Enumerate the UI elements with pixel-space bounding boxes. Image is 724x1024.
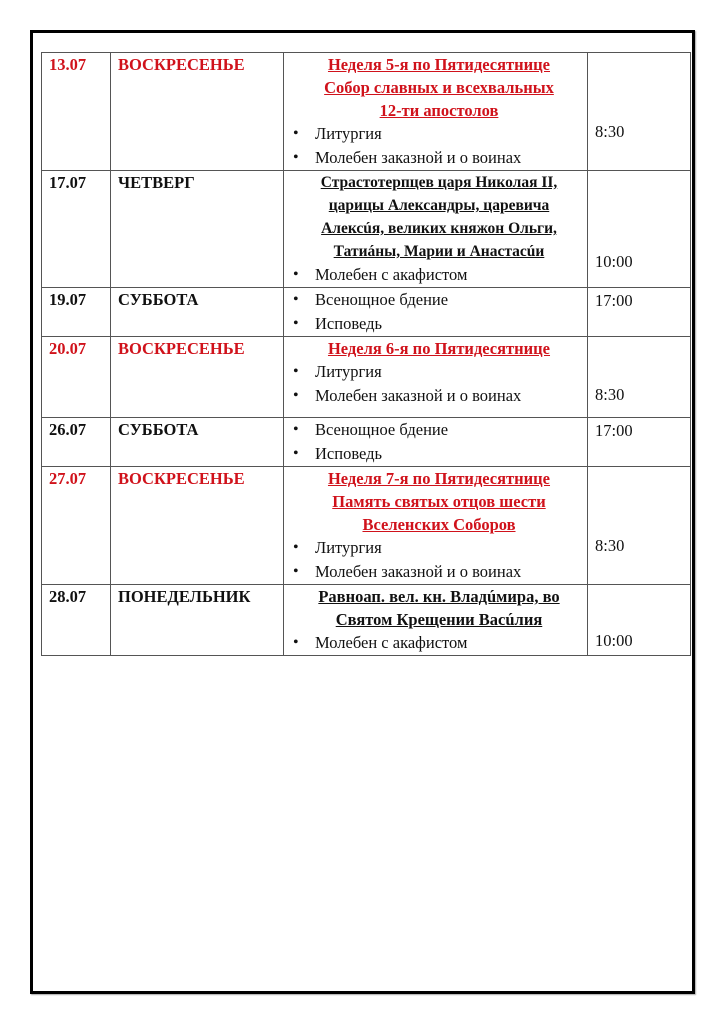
service-item: • Литургия: [291, 536, 587, 560]
date-cell: 19.07: [42, 288, 111, 337]
events-cell: [284, 467, 588, 585]
weekday-cell: СУББОТА: [111, 418, 284, 467]
service-item: • Молебен заказной и о воинах: [291, 146, 587, 170]
events-cell: [284, 585, 588, 656]
service-time: 17:00: [595, 291, 633, 310]
date-cell: 20.07: [42, 337, 111, 418]
service-item: • Молебен с акафистом: [291, 263, 587, 287]
time-cell: [588, 585, 691, 656]
services-list: [291, 122, 587, 170]
schedule-row: [42, 467, 691, 585]
services-list: [291, 360, 587, 408]
service-item: • Молебен заказной и о воинах: [291, 384, 587, 408]
date-cell: 13.07: [42, 53, 111, 171]
service-item: • Исповедь: [291, 312, 587, 336]
service-time: 10:00: [595, 252, 633, 271]
service-item: • Исповедь: [291, 442, 587, 466]
feast-title: Неделя 6-я по Пятидесятнице: [327, 339, 551, 358]
service-time: 10:00: [595, 631, 633, 650]
date-cell: 17.07: [42, 171, 111, 288]
weekday-cell: ВОСКРЕСЕНЬЕ: [111, 53, 284, 171]
weekday-cell: ЧЕТВЕРГ: [111, 171, 284, 288]
feast-title: Равноап. вел. кн. Владúмира, во Святом Крещении Васúлия: [318, 587, 560, 629]
events-cell: [284, 418, 588, 467]
date-cell: 26.07: [42, 418, 111, 467]
services-list: [291, 263, 587, 287]
feast-title: Неделя 5-я по Пятидесятнице Собор славных и всехвальных 12-ти апостолов: [324, 55, 554, 120]
services-list: [291, 536, 587, 584]
events-cell: [284, 288, 588, 337]
feast-title: Страстотерпцев царя Николая II, царицы Александры, царевича Алексúя, великих княжон Ольги, Татиáны, Марии и Анастасúи: [320, 174, 558, 260]
weekday-cell: ПОНЕДЕЛЬНИК: [111, 585, 284, 656]
services-list: [291, 418, 587, 466]
time-cell: [588, 288, 691, 337]
services-list: [291, 631, 587, 655]
time-cell: [588, 467, 691, 585]
service-time: 8:30: [595, 385, 625, 404]
schedule-row: [42, 337, 691, 418]
service-item: • Всенощное бдение: [291, 418, 587, 442]
schedule-row: [42, 585, 691, 656]
schedule-row: [42, 53, 691, 171]
weekday-cell: ВОСКРЕСЕНЬЕ: [111, 337, 284, 418]
weekday-cell: ВОСКРЕСЕНЬЕ: [111, 467, 284, 585]
feast-title: Неделя 7-я по Пятидесятнице Память святых отцов шести Вселенских Соборов: [327, 469, 551, 534]
schedule-row: [42, 288, 691, 337]
service-time: 17:00: [595, 421, 633, 440]
service-item: • Всенощное бдение: [291, 288, 587, 312]
service-time: 8:30: [595, 122, 625, 141]
time-cell: [588, 53, 691, 171]
events-cell: [284, 53, 588, 171]
weekday-cell: СУББОТА: [111, 288, 284, 337]
service-item: • Литургия: [291, 122, 587, 146]
time-cell: [588, 418, 691, 467]
date-cell: 28.07: [42, 585, 111, 656]
events-cell: [284, 171, 588, 288]
time-cell: [588, 337, 691, 418]
time-cell: [588, 171, 691, 288]
services-list: [291, 288, 587, 336]
events-cell: [284, 337, 588, 418]
schedule-table: [41, 52, 691, 656]
service-item: • Молебен заказной и о воинах: [291, 560, 587, 584]
schedule-row: [42, 418, 691, 467]
service-time: 8:30: [595, 536, 625, 555]
schedule-row: [42, 171, 691, 288]
service-item: • Молебен с акафистом: [291, 631, 587, 655]
date-cell: 27.07: [42, 467, 111, 585]
service-item: • Литургия: [291, 360, 587, 384]
